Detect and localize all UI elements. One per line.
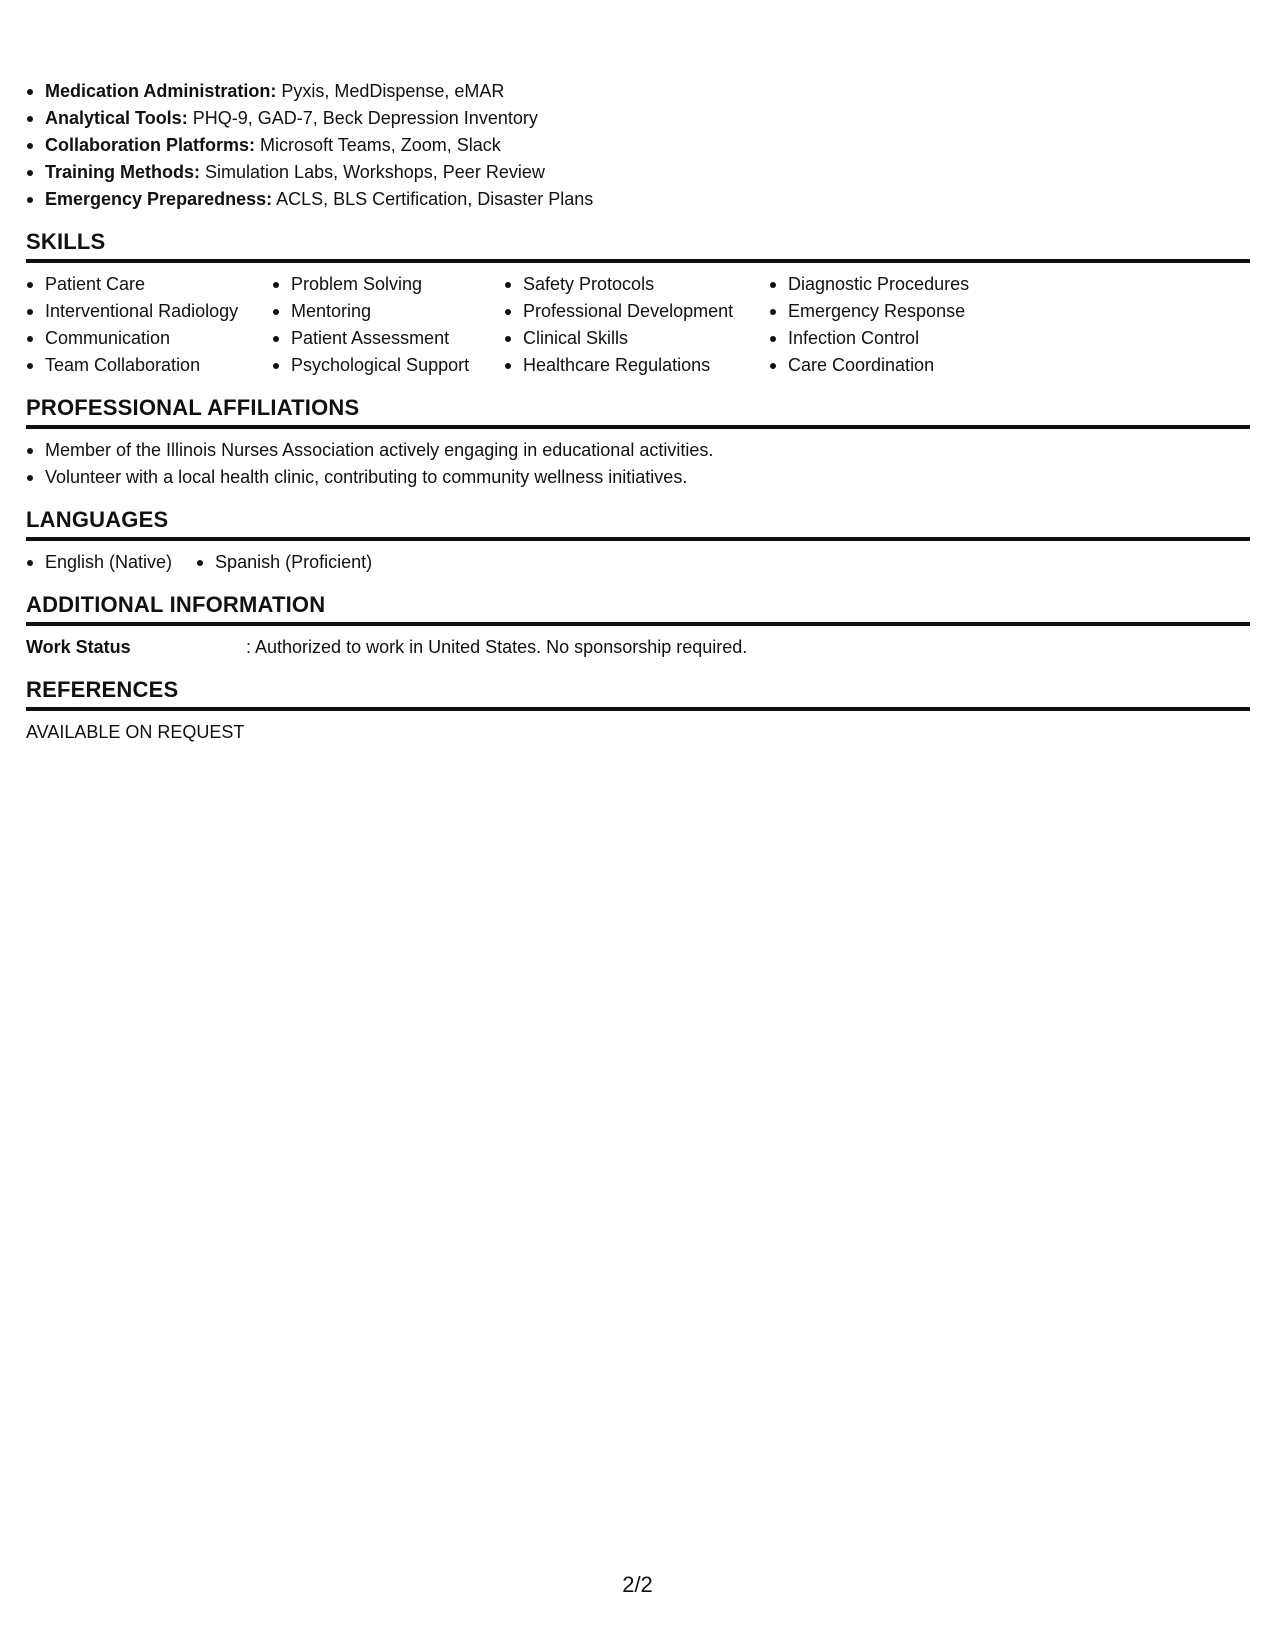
skill-item: Interventional Radiology xyxy=(26,298,272,325)
resume-page xyxy=(26,78,1250,746)
skill-item: Team Collaboration xyxy=(26,352,272,379)
skills-column xyxy=(26,271,272,379)
list-item xyxy=(26,105,1250,132)
tool-label: Collaboration Platforms: xyxy=(45,135,256,155)
affiliations-list xyxy=(26,437,1250,491)
list-item xyxy=(26,186,1250,213)
skills-section xyxy=(26,229,1250,379)
language-item: English (Native) xyxy=(26,549,172,576)
references-text: AVAILABLE ON REQUEST xyxy=(26,722,245,742)
work-status-label: Work Status xyxy=(26,637,131,657)
tool-value: ACLS, BLS Certification, Disaster Plans xyxy=(276,189,594,209)
tool-value: Pyxis, MedDispense, eMAR xyxy=(281,81,505,101)
skill-item: Communication xyxy=(26,325,272,352)
skill-item: Diagnostic Procedures xyxy=(769,271,1069,298)
additional-info-section xyxy=(26,592,1250,661)
tool-label: Emergency Preparedness: xyxy=(45,189,273,209)
section-title: LANGUAGES xyxy=(26,507,1250,541)
list-item xyxy=(26,78,1250,105)
affiliations-section xyxy=(26,395,1250,491)
skills-column xyxy=(769,271,1069,379)
skills-column xyxy=(272,271,504,379)
skills-column xyxy=(504,271,769,379)
tools-list xyxy=(26,78,1250,213)
skill-item: Care Coordination xyxy=(769,352,1069,379)
section-title: PROFESSIONAL AFFILIATIONS xyxy=(26,395,1250,429)
tool-value: PHQ-9, GAD-7, Beck Depression Inventory xyxy=(192,108,538,128)
skill-item: Problem Solving xyxy=(272,271,504,298)
tool-value: Simulation Labs, Workshops, Peer Review xyxy=(205,162,545,182)
skill-item: Mentoring xyxy=(272,298,504,325)
tool-label: Medication Administration: xyxy=(45,81,277,101)
section-title: ADDITIONAL INFORMATION xyxy=(26,592,1250,626)
skill-item: Patient Care xyxy=(26,271,272,298)
skill-item: Psychological Support xyxy=(272,352,504,379)
page-number: 2/2 xyxy=(622,1572,653,1597)
tool-label: Analytical Tools: xyxy=(45,108,188,128)
skill-item: Patient Assessment xyxy=(272,325,504,352)
section-title: SKILLS xyxy=(26,229,1250,263)
skill-item: Professional Development xyxy=(504,298,769,325)
tool-label: Training Methods: xyxy=(45,162,200,182)
languages-list xyxy=(26,549,1250,576)
skill-item: Emergency Response xyxy=(769,298,1069,325)
skill-item: Healthcare Regulations xyxy=(504,352,769,379)
affiliation-item: Member of the Illinois Nurses Association actively engaging in educational activities. xyxy=(26,437,1250,464)
references-section xyxy=(26,677,1250,746)
work-status-value: : Authorized to work in United States. No sponsorship required. xyxy=(246,637,748,657)
affiliation-item: Volunteer with a local health clinic, contributing to community wellness initiatives. xyxy=(26,464,1250,491)
list-item xyxy=(26,159,1250,186)
skill-item: Infection Control xyxy=(769,325,1069,352)
skill-item: Safety Protocols xyxy=(504,271,769,298)
section-title: REFERENCES xyxy=(26,677,1250,711)
tool-value: Microsoft Teams, Zoom, Slack xyxy=(260,135,501,155)
skills-grid xyxy=(26,263,1250,379)
language-item: Spanish (Proficient) xyxy=(196,549,372,576)
languages-section xyxy=(26,507,1250,576)
skill-item: Clinical Skills xyxy=(504,325,769,352)
list-item xyxy=(26,132,1250,159)
work-status-row xyxy=(26,634,1250,661)
